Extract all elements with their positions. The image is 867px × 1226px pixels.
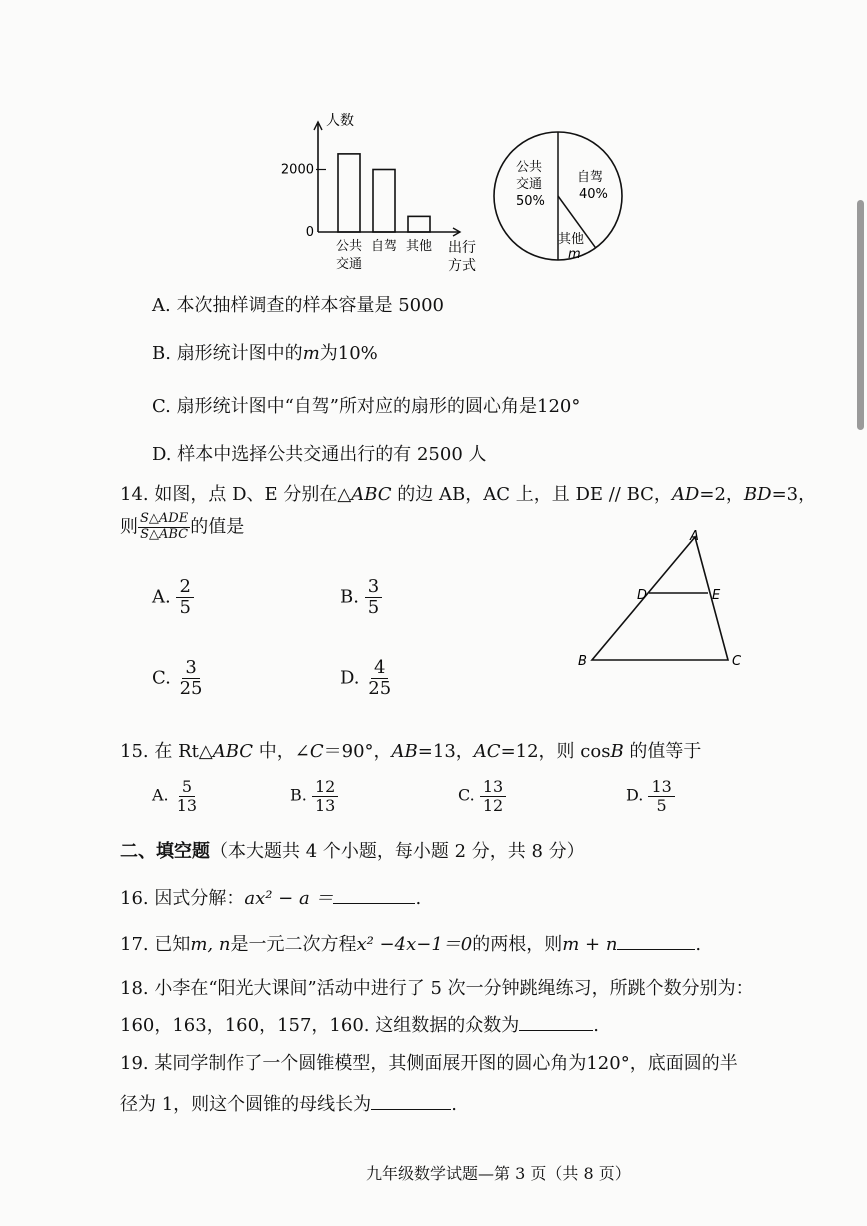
triangle-figure (570, 525, 760, 675)
bar-y-tick-label: 2000 (280, 162, 314, 178)
pie-label-other-m: m (568, 247, 581, 262)
q17-answer-blank[interactable] (617, 931, 695, 950)
q13-option-a: A. 本次抽样调查的样本容量是 5000 (152, 295, 444, 316)
q15-option-d: D. $\frac{13}{5}$ (626, 778, 675, 814)
page-footer: 九年级数学试题—第 3 页（共 8 页） (366, 1164, 631, 1183)
bar-category-label: 交通 (335, 257, 363, 272)
q14-area-ratio: $\frac{\text{S△ADE}}{\text{S△ABC}}$ (140, 511, 189, 542)
point-a-label: A (690, 529, 699, 544)
q19-line2: 径为 1，则这个圆锥的母线长为 . (120, 1090, 457, 1116)
q16: 16. 因式分解：ax² − a ＝ . (120, 884, 421, 910)
point-c-label: C (732, 654, 742, 669)
scrollbar-thumb[interactable] (857, 200, 864, 430)
q14-option-a: A. $\frac{2}{5}$ (152, 577, 194, 618)
pie-chart (490, 128, 630, 268)
q13-option-d: D. 样本中选择公共交通出行的有 2500 人 (152, 444, 487, 465)
q14-stem-line2: 则 $\frac{\text{S△ADE}}{\text{S△ABC}}$ 的值是 (120, 511, 245, 542)
q18-answer-blank[interactable] (519, 1012, 593, 1031)
q13-option-b: B. 扇形统计图中的m为10% (152, 343, 378, 364)
section-2-heading: 二、填空题（本大题共 4 个小题，每小题 2 分，共 8 分） (120, 841, 585, 862)
q16-answer-blank[interactable] (333, 885, 415, 904)
q15-option-b: B. $\frac{12}{13}$ (290, 778, 338, 814)
bar-chart (280, 100, 490, 280)
pie-label-public-1: 公共 (516, 160, 543, 175)
bar-category-label: 其他 (405, 239, 433, 254)
q19-line1: 19. 某同学制作了一个圆锥模型，其侧面展开图的圆心角为120°，底面圆的半 (120, 1053, 738, 1074)
q15-option-a: A. $\frac{5}{13}$ (152, 777, 198, 815)
pie-label-public-2: 交通 (516, 177, 543, 192)
bar-y-tick-label: 0 (305, 225, 314, 240)
pie-label-self: 自驾 (577, 170, 604, 185)
q17: 17. 已知m, n是一元二次方程x² −4x−1＝0的两根，则m + n . (120, 930, 701, 956)
q18-line2: 160，163，160，157，160. 这组数据的众数为 . (120, 1011, 599, 1037)
point-e-label: E (712, 588, 721, 603)
q14-option-d: D. $\frac{4}{25}$ (340, 657, 392, 699)
bar-y-axis-label: 人数 (326, 113, 354, 129)
point-b-label: B (578, 654, 587, 669)
q15-stem: 15. 在 Rt△ABC 中，∠C＝90°，AB=13，AC=12，则 cosB 的值等于 (120, 741, 702, 762)
point-d-label: D (637, 588, 648, 603)
q14-stem: 14. 如图，点 D、E 分别在△ABC 的边 AB，AC 上，且 DE // BC，AD=2，BD=3， (120, 484, 817, 505)
bar-1 (373, 170, 395, 233)
q15-option-c: C. $\frac{13}{12}$ (458, 778, 506, 814)
q14-option-c: C. $\frac{3}{25}$ (152, 657, 203, 699)
bar-category-label: 公共 (335, 239, 363, 254)
pie-label-other: 其他 (558, 232, 585, 247)
q14-option-b: B. $\frac{3}{5}$ (340, 577, 382, 618)
bar-category-label: 自驾 (370, 239, 398, 254)
q19-answer-blank[interactable] (371, 1091, 451, 1110)
pie-label-public-pct: 50% (516, 194, 545, 209)
q18-line1: 18. 小李在“阳光大课间”活动中进行了 5 次一分钟跳绳练习，所跳个数分别为： (120, 978, 754, 999)
bar-x-axis-label: 出行 (448, 240, 476, 256)
q13-option-c: C. 扇形统计图中“自驾”所对应的扇形的圆心角是120° (152, 396, 581, 417)
pie-label-self-pct: 40% (579, 187, 608, 202)
bar-0 (338, 154, 360, 232)
bar-x-axis-label-line2: 方式 (448, 258, 476, 274)
bar-2 (408, 216, 430, 232)
